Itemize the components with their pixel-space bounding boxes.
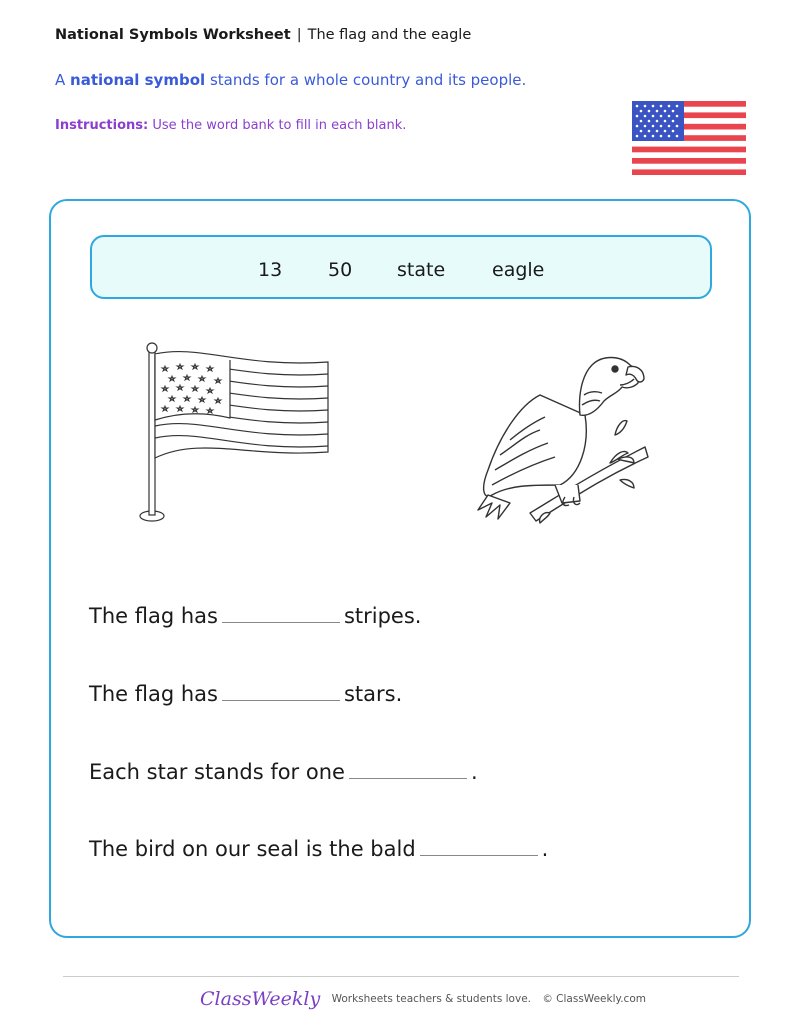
sentence-3 [89,760,478,784]
us-flag-icon [632,101,746,175]
worksheet-header [55,27,471,43]
instructions-label: Instructions: [55,118,149,133]
instructions-text: Use the word bank to fill in each blank. [152,118,407,133]
answer-blank[interactable] [222,622,340,623]
worksheet-subtitle: The flag and the eagle [307,27,472,43]
worksheet-panel [49,199,751,938]
sentence-text: The flag has [89,604,218,628]
word-bank-item: eagle [492,259,545,281]
eagle-illustration [470,335,650,525]
instructions [55,118,406,133]
sentence-text: The bird on our seal is the bald [89,837,416,861]
sentence-text: . [541,837,549,861]
intro-rest: stands for a whole country and its people. [209,71,527,89]
footer-tagline: Worksheets teachers & students love. [331,993,531,1005]
word-bank-item: 50 [328,259,353,281]
sentence-text: Each star stands for one [89,760,345,784]
sentence-text: stripes. [343,604,422,628]
word-bank-item: state [397,259,446,281]
footer [200,988,646,1010]
sentence-4 [89,837,548,861]
intro-text [55,71,526,89]
intro-prefix: A [55,71,66,89]
flag-illustration [130,340,340,530]
footer-divider [63,976,739,977]
answer-blank[interactable] [349,778,467,779]
word-bank-item: 13 [258,259,283,281]
sentence-text: stars. [343,682,403,706]
sentence-2 [89,682,402,706]
header-separator: | [296,27,302,43]
answer-blank[interactable] [222,700,340,701]
sentence-1 [89,604,421,628]
worksheet-title: National Symbols Worksheet [55,27,291,43]
word-bank [90,235,712,299]
brand-logo: ClassWeekly [200,988,321,1010]
sentence-text: . [470,760,478,784]
intro-term: national symbol [70,71,206,89]
sentence-text: The flag has [89,682,218,706]
answer-blank[interactable] [420,855,538,856]
footer-copyright: © ClassWeekly.com [542,993,646,1005]
